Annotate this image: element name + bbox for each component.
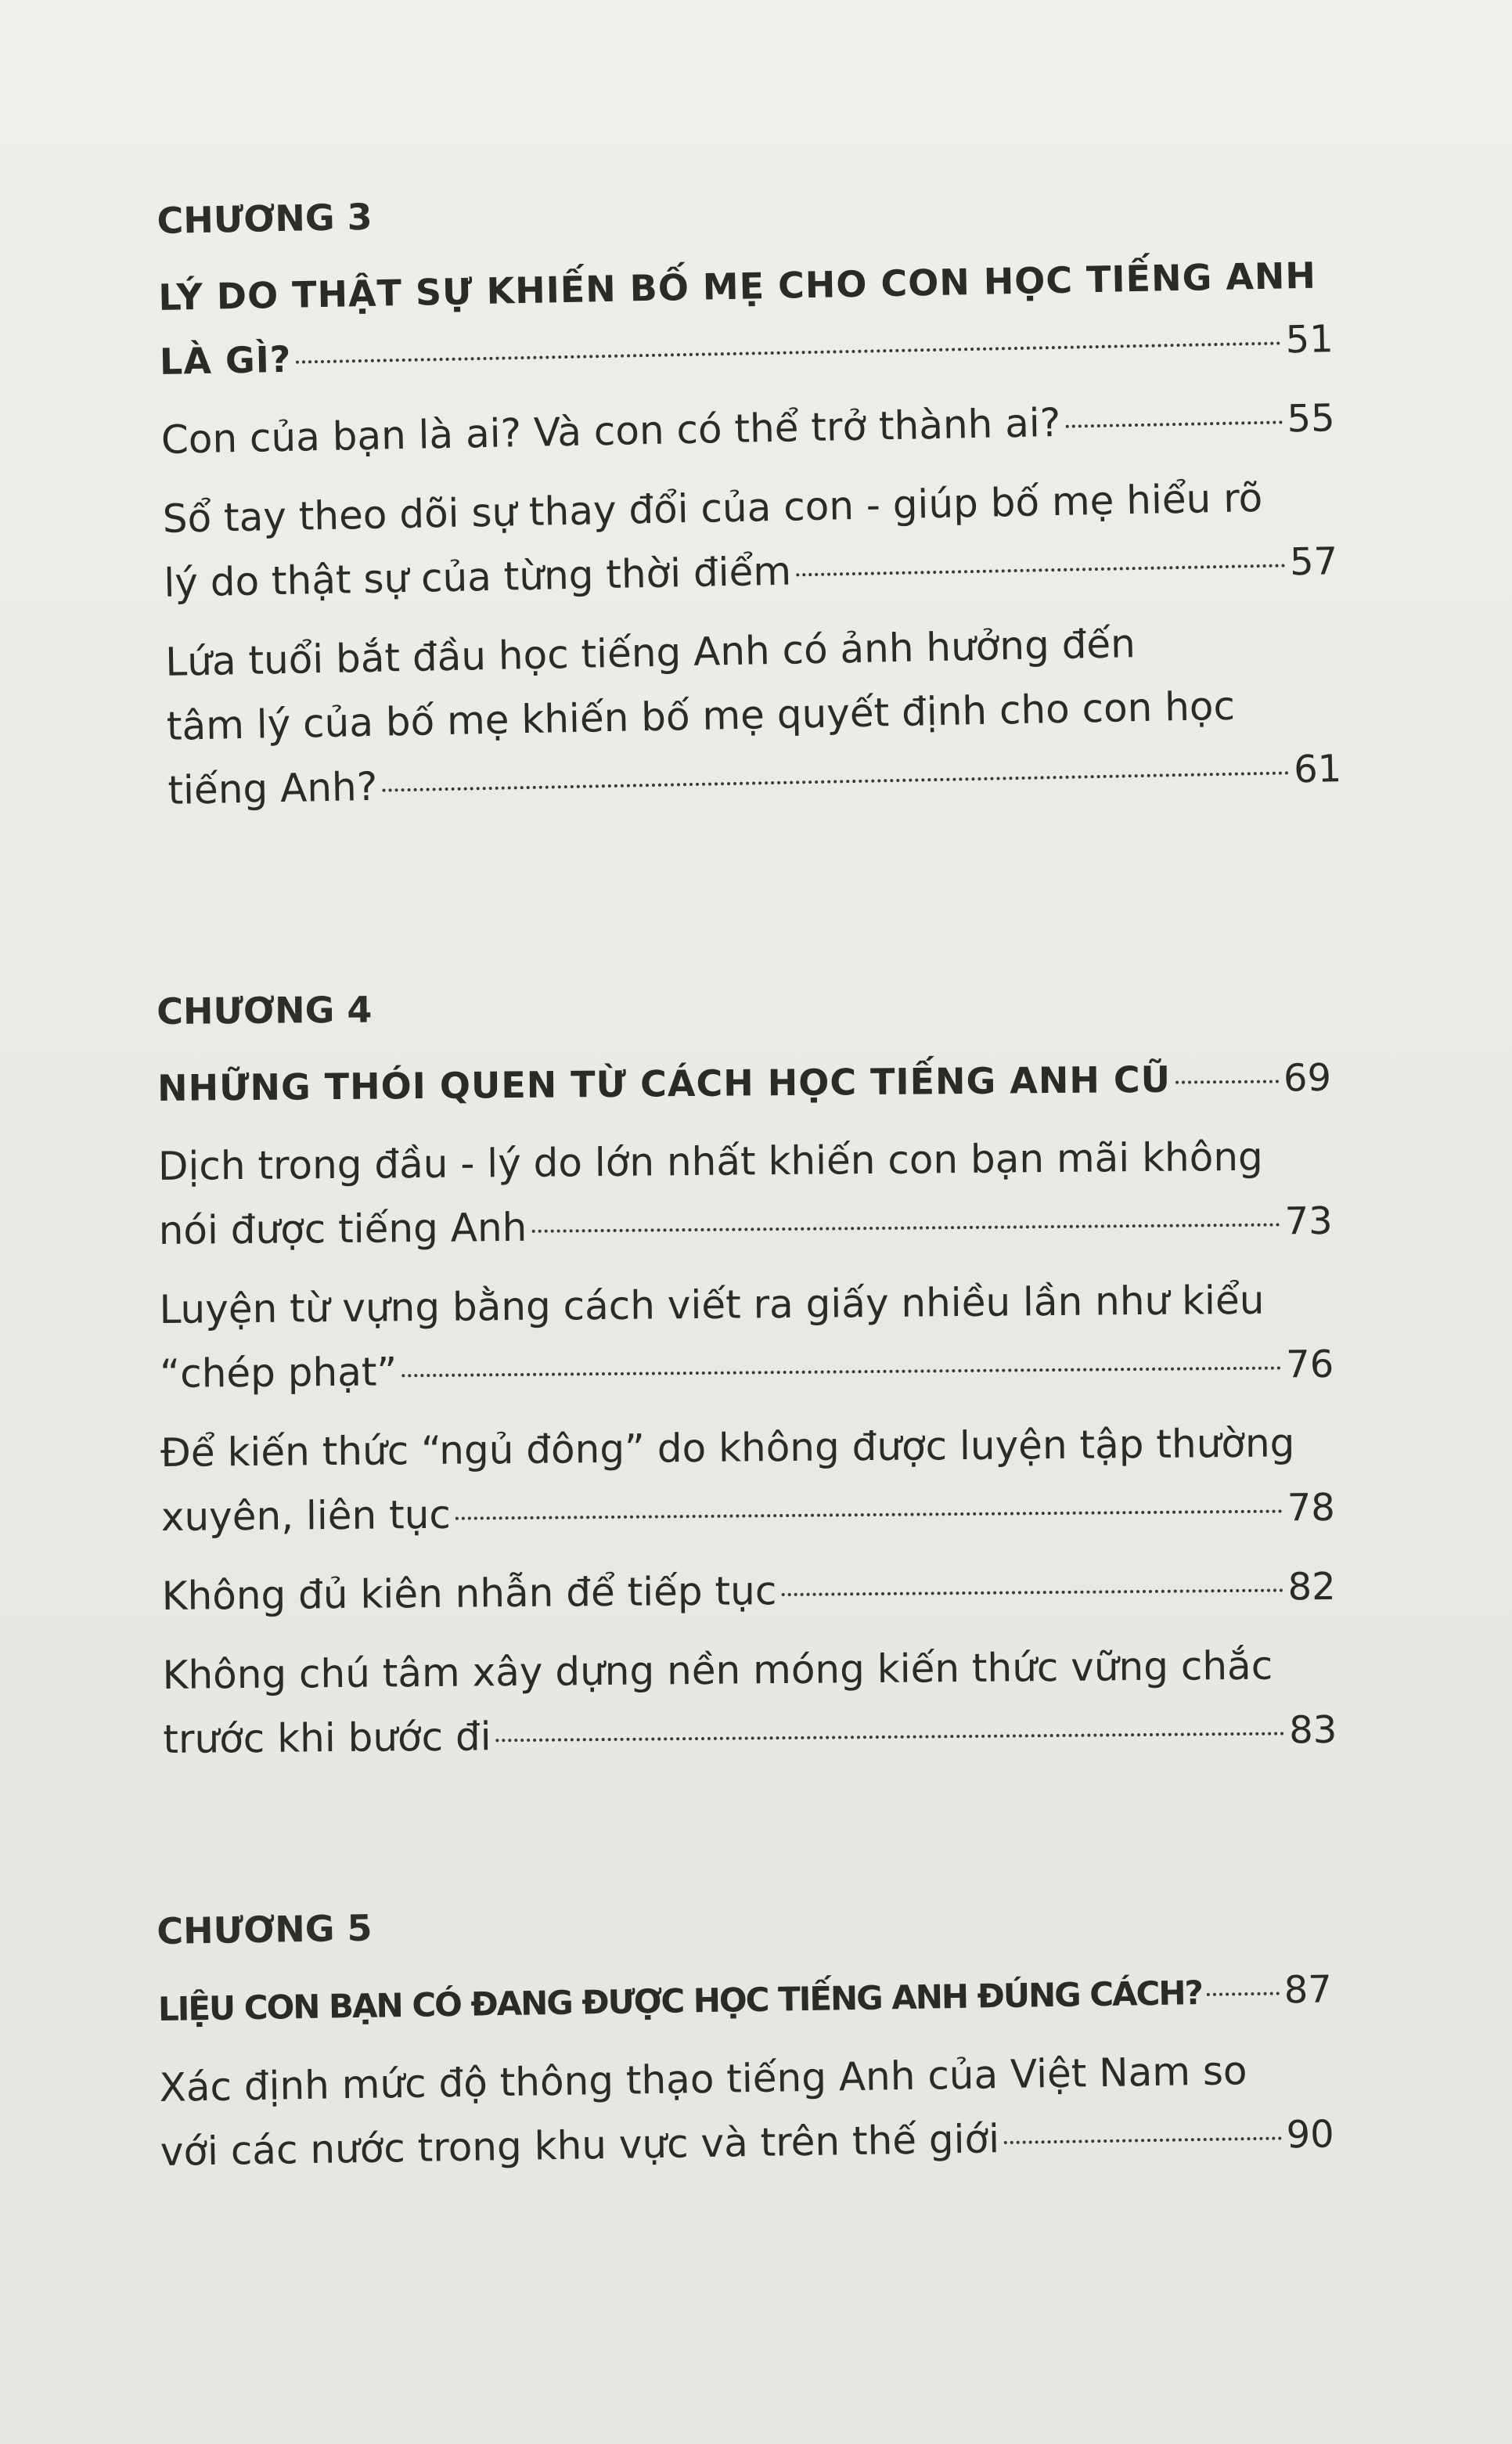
- toc-entry: [160, 385, 1335, 473]
- chapter-3-section: [157, 177, 1342, 838]
- toc-entry-final-line: [158, 1188, 1333, 1263]
- toc-entry-text-line: tâm lý của bố mẹ khiến bố mẹ quyết định cho con học: [166, 683, 1236, 749]
- toc-entry-text-line: LÝ DO THẬT SỰ KHIẾN BỐ MẸ CHO CON HỌC TIẾNG ANH: [157, 254, 1317, 319]
- toc-entry-text-line: Không đủ kiên nhẫn để tiếp tục: [161, 1568, 777, 1619]
- dot-leader: [455, 1509, 1283, 1519]
- toc-entry-text-line: Để kiến thức “ngủ đông” do không được luyện tập thường: [160, 1420, 1295, 1476]
- toc-section-heading: [157, 1957, 1332, 2042]
- toc-entry-final-line: [160, 1332, 1334, 1407]
- dot-leader: [531, 1223, 1280, 1232]
- page-number: 51: [1285, 317, 1334, 362]
- dot-leader: [496, 1732, 1285, 1742]
- toc-entry-text-line: xuyên, liên tục: [160, 1491, 452, 1540]
- page-number: 69: [1283, 1055, 1332, 1101]
- toc-entry-text-line: trước khi bước đi: [163, 1714, 491, 1762]
- toc-section-heading: [157, 1046, 1332, 1120]
- toc-entry-text-line: Con của bạn là ai? Và con có thể trở thành ai?: [160, 399, 1061, 463]
- dot-leader: [401, 1366, 1281, 1377]
- toc-entry: [160, 1411, 1335, 1550]
- chapter-5-section: [157, 1891, 1335, 2199]
- toc-entry: [161, 1554, 1336, 1629]
- dot-leader: [1207, 1992, 1280, 1995]
- page-number: 78: [1287, 1485, 1336, 1530]
- toc-entry: [165, 607, 1342, 824]
- toc-entry-text-line: lý do thật sự của từng thời điểm: [163, 548, 792, 606]
- toc-entry-text-line: Không chú tâm xây dựng nền móng kiến thức vững chắc: [162, 1642, 1273, 1698]
- toc-entry-text-line: LÀ GÌ?: [159, 337, 292, 383]
- toc-entry-text-line: nói được tiếng Anh: [158, 1204, 527, 1253]
- toc-entry-text-line: LIỆU CON BẠN CÓ ĐANG ĐƯỢC HỌC TIẾNG ANH ĐÚNG CÁCH?: [157, 1974, 1203, 2028]
- toc-entry-text-line: Luyện từ vựng bằng cách viết ra giấy nhiều lần như kiểu: [159, 1277, 1265, 1332]
- page-number: 90: [1286, 2112, 1335, 2157]
- toc-entry-text-line: tiếng Anh?: [167, 763, 378, 813]
- dot-leader: [1004, 2136, 1282, 2144]
- toc-entry-text-line: với các nước trong khu vực và trên thế giới: [160, 2116, 1000, 2175]
- page-number: 76: [1285, 1342, 1334, 1387]
- toc-entry: [158, 1124, 1333, 1263]
- page-number: 83: [1288, 1707, 1337, 1753]
- chapter-label: CHƯƠNG 3: [157, 195, 373, 242]
- chapter-label: CHƯƠNG 4: [157, 988, 373, 1033]
- toc-entry: [162, 464, 1338, 616]
- dot-leader: [382, 771, 1289, 791]
- toc-entry-text-line: Xác định mức độ thông thạo tiếng Anh của Việt Nam so: [159, 2048, 1247, 2111]
- toc-entry: [162, 1633, 1337, 1772]
- toc-entry: [159, 2037, 1334, 2185]
- toc-entry-final-line: [163, 1697, 1337, 1772]
- toc-entry: [159, 1267, 1334, 1407]
- dot-leader: [296, 341, 1280, 363]
- toc-entry-final-line: [157, 1957, 1332, 2042]
- toc-entry-final-line: [161, 1554, 1336, 1629]
- toc-entry-text-line: NHỮNG THÓI QUEN TỪ CÁCH HỌC TIẾNG ANH CŨ: [157, 1058, 1172, 1109]
- dot-leader: [796, 564, 1285, 576]
- page-number: 87: [1283, 1967, 1333, 2013]
- toc-entry-text-line: Lứa tuổi bắt đầu học tiếng Anh có ảnh hưởng đến: [164, 621, 1136, 685]
- page-number: 82: [1287, 1564, 1336, 1610]
- toc-entry-final-line: [161, 1475, 1336, 1550]
- chapter-label: CHƯƠNG 5: [157, 1906, 373, 1952]
- toc-entry-text-line: “chép phạt”: [160, 1349, 398, 1397]
- page-number: 73: [1284, 1199, 1333, 1244]
- dot-leader: [1065, 420, 1282, 427]
- toc-entry-text-line: Sổ tay theo dõi sự thay đổi của con - giúp bố mẹ hiểu rõ: [162, 474, 1263, 542]
- page-number: 55: [1287, 396, 1336, 442]
- toc-section-heading: [158, 243, 1334, 394]
- toc-entry-final-line: [157, 1046, 1332, 1120]
- toc-entry-final-line: [160, 385, 1335, 473]
- page-number: 57: [1289, 539, 1338, 585]
- dot-leader: [1175, 1080, 1279, 1083]
- chapter-4-section: [157, 980, 1337, 1786]
- dot-leader: [781, 1588, 1283, 1596]
- page-number: 61: [1293, 747, 1342, 792]
- toc-entry-text-line: Dịch trong đầu - lý do lớn nhất khiến con bạn mãi không: [157, 1134, 1263, 1189]
